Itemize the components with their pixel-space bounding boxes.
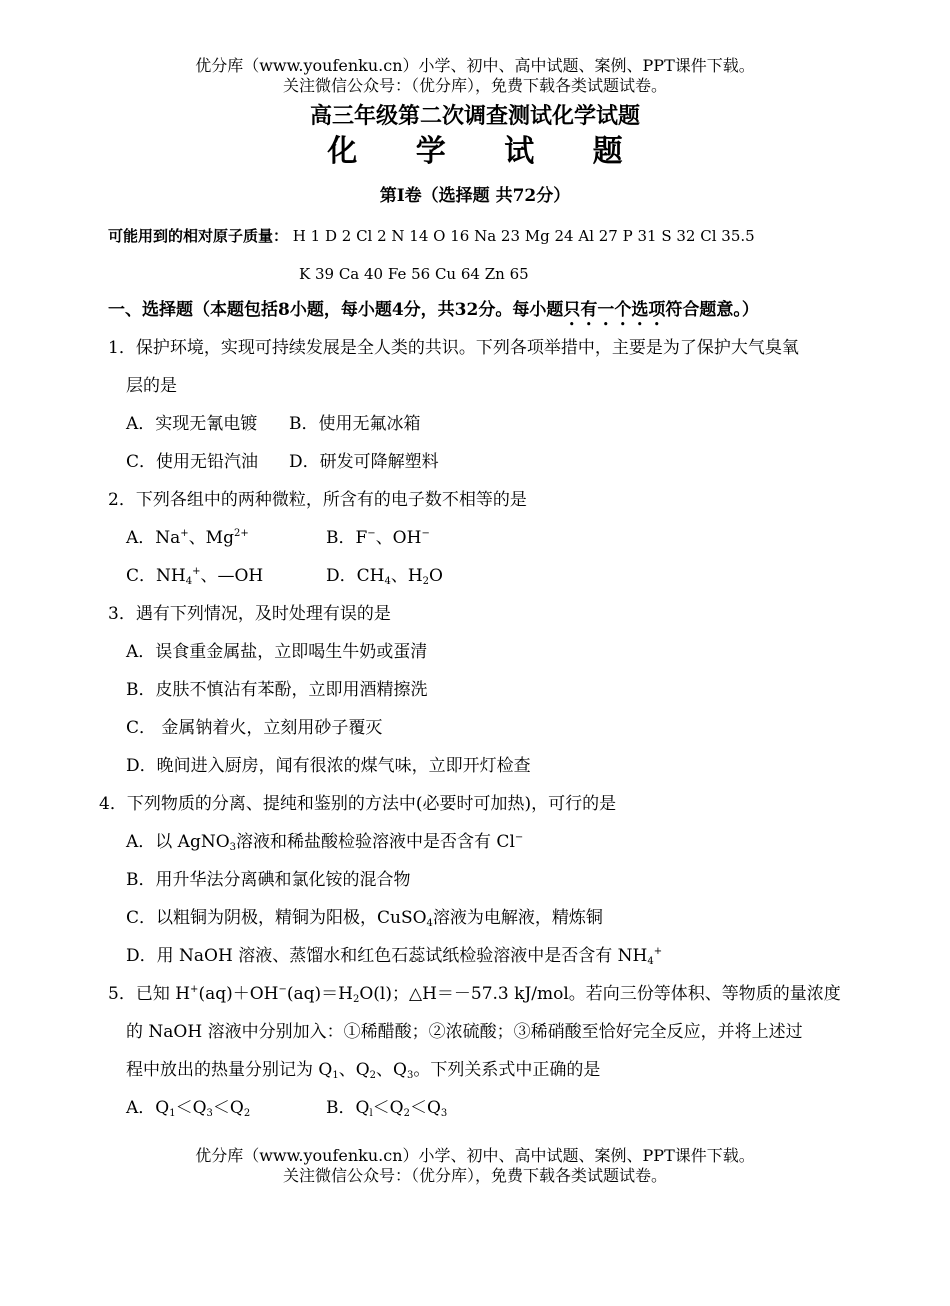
q3-option-b: B．皮肤不慎沾有苯酚，立即用酒精擦洗 [126, 680, 428, 700]
footer-line-1: 优分库（www.youfenku.cn）小学、初中、高中试题、案例、PPT课件下载。 [195, 1146, 755, 1165]
header-line-1: 优分库（www.youfenku.cn）小学、初中、高中试题、案例、PPT课件下载。 [195, 56, 755, 75]
q4-stem: 4．下列物质的分离、提纯和鉴别的方法中(必要时可加热)，可行的是 [99, 794, 617, 814]
q5-stem-line-2: 的 NaOH 溶液中分别加入：①稀醋酸；②浓硫酸；③稀硝酸至恰好完全反应，并将上述过 [126, 1022, 803, 1042]
q3-option-d: D．晚间进入厨房，闻有很浓的煤气味，立即开灯检查 [126, 756, 531, 776]
atomic-mass-label: 可能用到的相对原子质量： [108, 227, 289, 245]
q5-option-b: B．$Q_l<Q_2<Q_3$ [326, 1098, 448, 1119]
q3-stem: 3．遇有下列情况，及时处理有误的是 [108, 604, 391, 624]
exam-title: 高三年级第二次调查测试化学试题 [309, 103, 640, 129]
q1-option-b: B．使用无氟冰箱 [289, 414, 421, 434]
q4-option-c: C．以粗铜为阴极，精铜为阳极，CuSO$_4$溶液为电解液，精炼铜 [126, 908, 603, 929]
part1-heading-a: 一、选择题（本题包括8小题，每小题4分，共32分。每小题 [108, 300, 564, 320]
q3-option-c: C． 金属钠着火，立刻用砂子覆灭 [126, 718, 383, 738]
q2-option-a: A．Na+、$Mg^{2+}$ [126, 528, 249, 548]
atomic-mass-line-1 [108, 226, 755, 246]
q1-stem-line-2: 层的是 [126, 376, 177, 396]
q5-stem-line-3: 程中放出的热量分别记为 $Q_1$、$Q_2$、$Q_3$。下列关系式中正确的是 [126, 1060, 601, 1081]
q4-option-d: D．用 NaOH 溶液、蒸馏水和红色石蕊试纸检验溶液中是否含有 $NH_4^+$ [126, 946, 663, 967]
part1-heading-b: 符合题意。） [665, 300, 759, 320]
atomic-mass-values-1: H 1 D 2 Cl 2 N 14 O 16 Na 23 Mg 24 Al 27 P 31 S 32 Cl 35.5 [292, 227, 755, 245]
q2-option-c: C．$NH_4^+$、—OH [126, 566, 264, 587]
footer-line-2: 关注微信公众号：（优分库），免费下载各类试题试卷。 [282, 1166, 667, 1185]
q2-option-b: B．F−、OH− [326, 528, 430, 548]
q1-option-d: D．研发可降解塑料 [289, 452, 439, 472]
q1-option-c: C．使用无铅汽油 [126, 452, 259, 472]
part1-heading [108, 300, 759, 330]
q2-stem: 2．下列各组中的两种微粒，所含有的电子数不相等的是 [108, 490, 527, 510]
atomic-mass-line-2: K 39 Ca 40 Fe 56 Cu 64 Zn 65 [299, 265, 529, 283]
section-title: 第Ⅰ卷（选择题 共72分） [379, 186, 571, 206]
q4-option-a: A．以 AgNO$_3$溶液和稀盐酸检验溶液中是否含有 Cl− [126, 832, 524, 853]
q3-option-a: A．误食重金属盐，立即喝生牛奶或蛋清 [126, 642, 428, 662]
header-line-2: 关注微信公众号：（优分库），免费下载各类试题试卷。 [282, 76, 667, 95]
q2-option-d: D．$CH_4$、$H_2O$ [326, 566, 443, 587]
q1-stem-line-1: 1．保护环境，实现可持续发展是全人类的共识。下列各项举措中，主要是为了保护大气臭氧 [108, 338, 799, 358]
q5-stem-line-1: 5．已知 $H^+(aq)+OH^-(aq)=H_2O(l)$；△H＝－57.3 kJ/mol。若向三份等体积、等物质的量浓度 [108, 984, 841, 1005]
part1-heading-emphasis: 只有一个选项 [563, 300, 666, 320]
q4-option-b: B．用升华法分离碘和氯化铵的混合物 [126, 870, 411, 890]
q5-option-a: A．$Q_1<Q_3<Q_2$ [126, 1098, 251, 1119]
subject-title: 化 学 试 题 [327, 134, 647, 169]
q1-option-a: A．实现无氰电镀 [126, 414, 258, 434]
